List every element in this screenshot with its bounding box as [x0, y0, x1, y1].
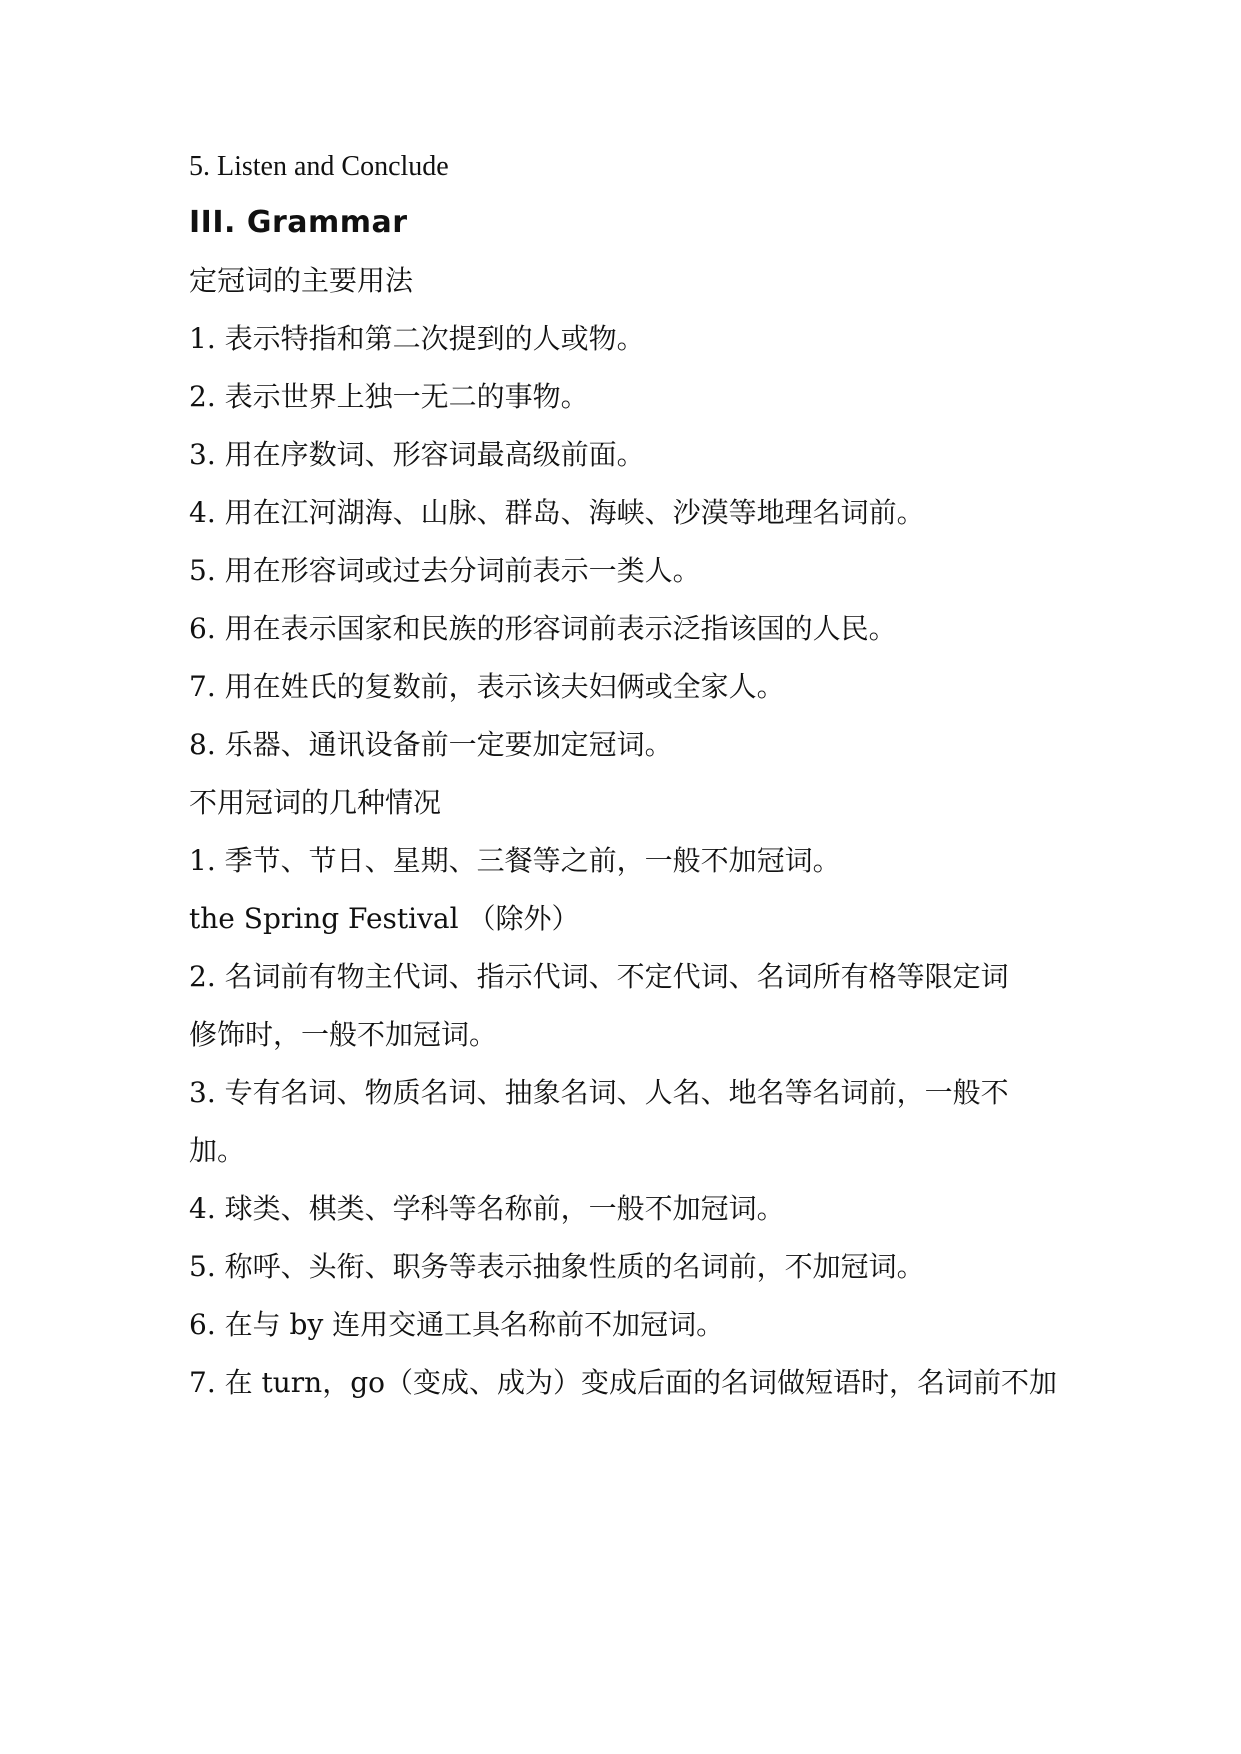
no-article-rule: 3. 专有名词、物质名词、抽象名词、人名、地名等名词前，一般不 — [189, 1076, 1009, 1109]
definite-article-rule: 2. 表示世界上独一无二的事物。 — [189, 380, 589, 413]
no-article-rule: 4. 球类、棋类、学科等名称前，一般不加冠词。 — [189, 1192, 785, 1225]
no-article-rule: 6. 在与 by 连用交通工具名称前不加冠词。 — [189, 1308, 725, 1341]
no-article-rule-continuation: 修饰时，一般不加冠词。 — [189, 1018, 498, 1051]
no-article-rule: 1. 季节、节日、星期、三餐等之前，一般不加冠词。 — [189, 844, 841, 877]
no-article-rule: 2. 名词前有物主代词、指示代词、不定代词、名词所有格等限定词 — [189, 960, 1009, 993]
definite-article-rule: 6. 用在表示国家和民族的形容词前表示泛指该国的人民。 — [189, 612, 897, 645]
definite-article-title: 定冠词的主要用法 — [189, 264, 414, 297]
definite-article-rule: 3. 用在序数词、形容词最高级前面。 — [189, 438, 645, 471]
no-article-title: 不用冠词的几种情况 — [189, 786, 442, 819]
no-article-rule: 5. 称呼、头衔、职务等表示抽象性质的名词前，不加冠词。 — [189, 1250, 925, 1283]
definite-article-rule: 4. 用在江河湖海、山脉、群岛、海峡、沙漠等地理名词前。 — [189, 496, 925, 529]
grammar-heading: III. Grammar — [189, 205, 408, 240]
no-article-rule-continuation: 加。 — [189, 1134, 246, 1167]
definite-article-rule: 8. 乐器、通讯设备前一定要加定冠词。 — [189, 728, 673, 761]
no-article-rule: 7. 在 turn，go（变成、成为）变成后面的名词做短语时，名词前不加 — [189, 1366, 1058, 1399]
definite-article-rule: 7. 用在姓氏的复数前，表示该夫妇俩或全家人。 — [189, 670, 785, 703]
definite-article-rule: 5. 用在形容词或过去分词前表示一类人。 — [189, 554, 701, 587]
definite-article-rule: 1. 表示特指和第二次提到的人或物。 — [189, 322, 645, 355]
no-article-exception: the Spring Festival （除外） — [189, 902, 580, 935]
listen-and-conclude-item: 5. Listen and Conclude — [189, 151, 449, 182]
